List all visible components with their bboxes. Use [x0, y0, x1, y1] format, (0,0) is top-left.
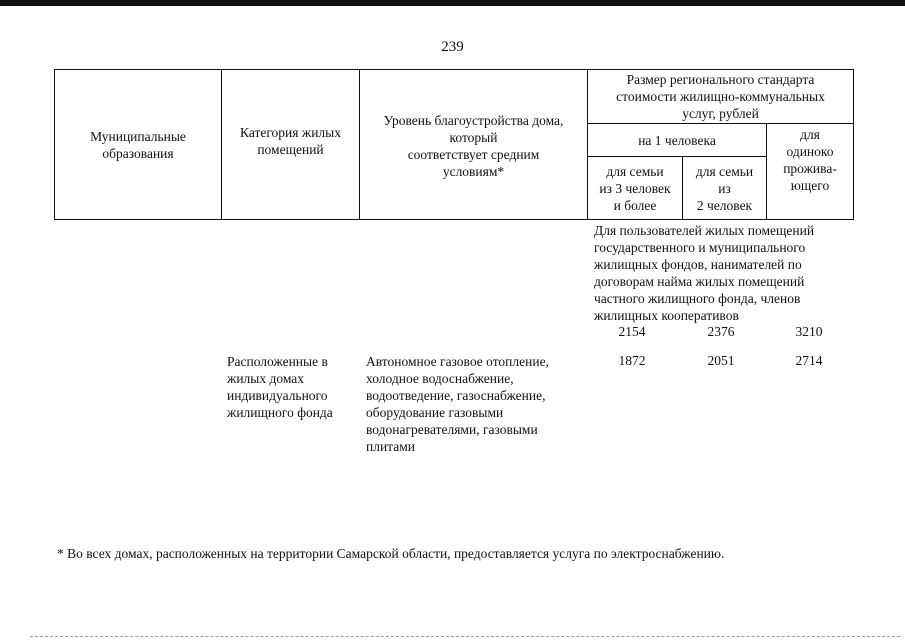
row2-category: Расположенные в жилых домах индивидуального жилищного фонда — [227, 354, 333, 420]
header-family-3: для семьи из 3 человек и более — [588, 157, 683, 220]
footnote: * Во всех домах, расположенных на территории Самарской области, предоставляется услуга по электроснабжению. — [57, 546, 725, 561]
header-family-2: для семьи из 2 человек — [683, 157, 767, 220]
header-municipalities: Муниципальные образования — [55, 70, 222, 220]
row1-family3-value: 2154 — [618, 324, 646, 339]
header-per-person: на 1 человека — [588, 124, 767, 157]
header-level: Уровень благоустройства дома, который соответствует средним условиям* — [360, 70, 588, 220]
row2-single-value: 2714 — [795, 353, 823, 368]
header-category: Категория жилых помещений — [222, 70, 360, 220]
row2-level: Автономное газовое отопление, холодное водоснабжение, водоотведение, газоснабжение, оборудование газовыми водонагревателями, газовыми плитами — [366, 354, 549, 454]
header-single: для одиноко прожива- ющего — [767, 124, 854, 220]
row1-family2-value: 2376 — [707, 324, 735, 339]
row2-family2-value: 2051 — [707, 353, 735, 368]
section-heading: Для пользователей жилых помещений государственного и муниципального жилищных фондов, нанимателей по договорам найма жилых помещений частного жилищного фонда, членов жилищных кооперативов — [594, 223, 815, 323]
page-number: 239 — [441, 39, 464, 55]
header-table — [54, 69, 854, 220]
bottom-divider — [30, 636, 900, 637]
header-standard: Размер регионального стандарта стоимости жилищно-коммунальных услуг, рублей — [588, 70, 854, 124]
row2-family3-value: 1872 — [618, 353, 646, 368]
row1-single-value: 3210 — [795, 324, 823, 339]
top-border-bar — [0, 0, 905, 6]
